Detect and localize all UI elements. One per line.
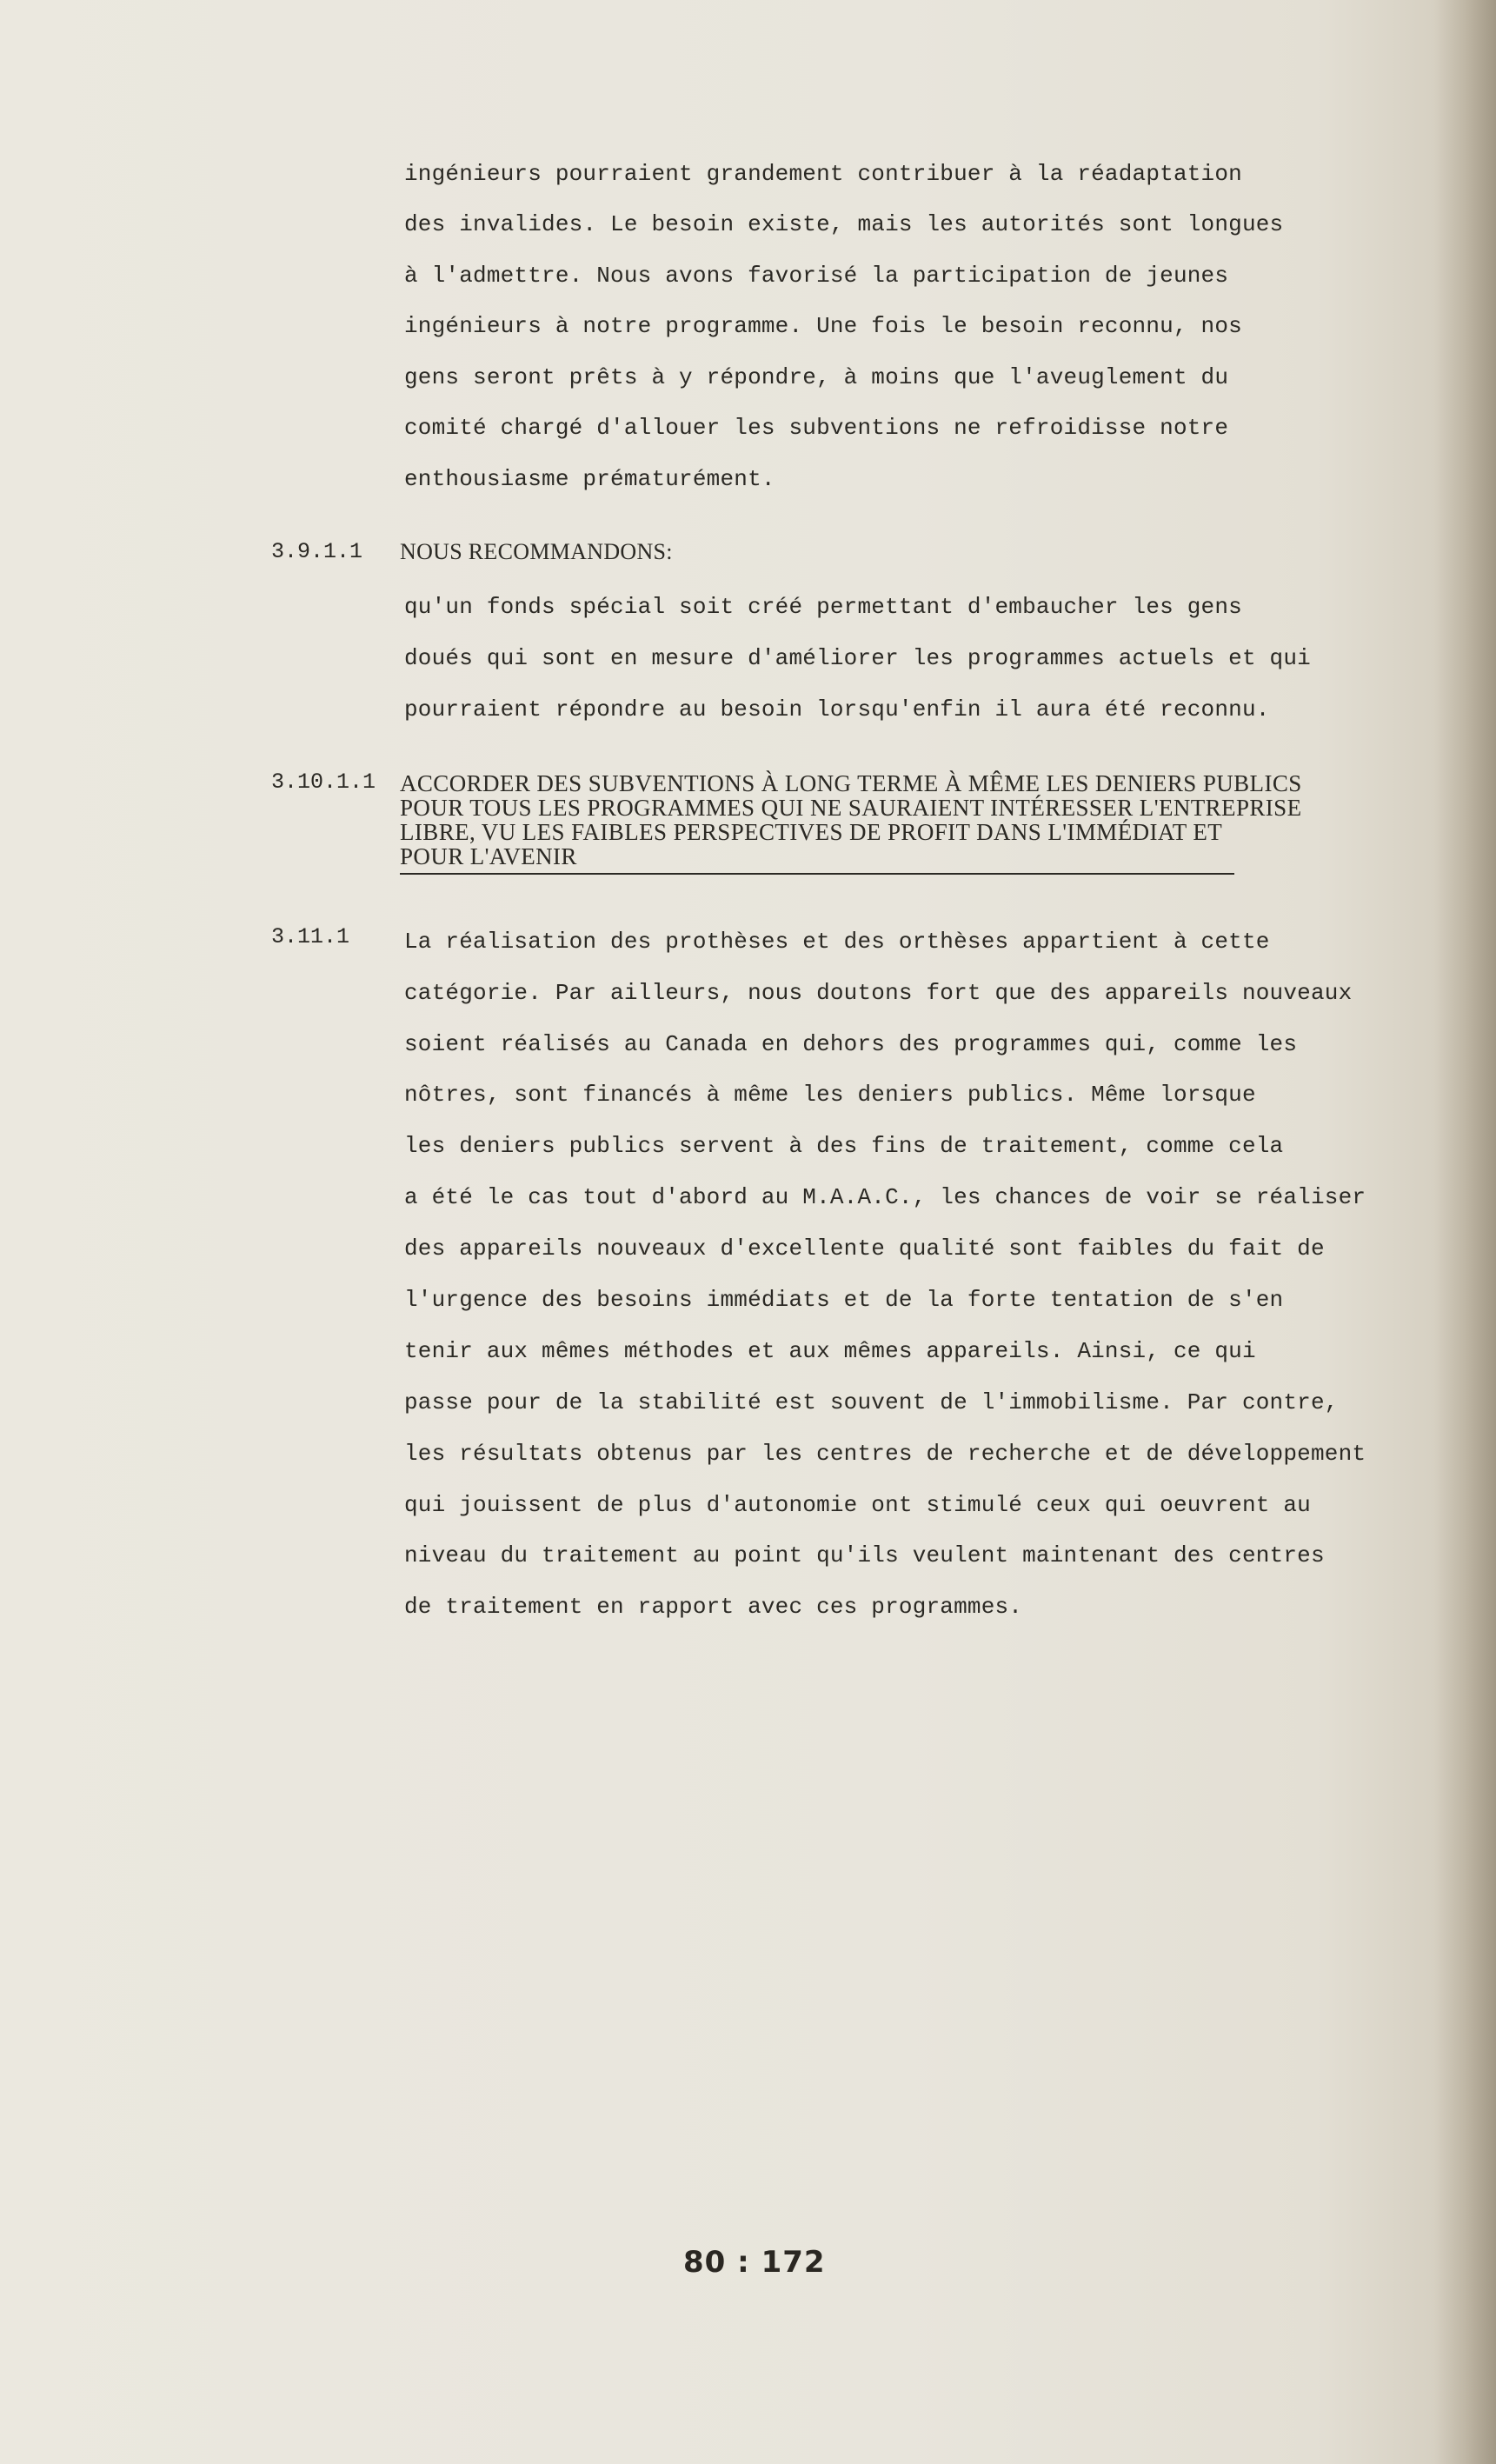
paragraph-line: nôtres, sont financés à même les deniers publics. Même lorsque — [404, 1082, 1256, 1108]
recommendation-line: ACCORDER DES SUBVENTIONS À LONG TERME À MÊME LES DENIERS PUBLICS — [400, 770, 1302, 796]
section-number: 3.10.1.1 — [271, 769, 376, 795]
paragraph-line: tenir aux mêmes méthodes et aux mêmes appareils. Ainsi, ce qui — [404, 1338, 1256, 1364]
recommendation-line: POUR TOUS LES PROGRAMMES QUI NE SAURAIENT INTÉRESSER L'ENTREPRISE — [400, 795, 1302, 821]
section-heading: NOUS RECOMMANDONS: — [400, 539, 673, 564]
section-number: 3.9.1.1 — [271, 539, 363, 564]
section-underline — [400, 873, 1234, 875]
paragraph-line: doués qui sont en mesure d'améliorer les programmes actuels et qui — [404, 645, 1311, 671]
paragraph-line: qui jouissent de plus d'autonomie ont stimulé ceux qui oeuvrent au — [404, 1492, 1311, 1518]
paragraph-line: qu'un fonds spécial soit créé permettant d'embaucher les gens — [404, 594, 1242, 620]
page-number: 80 : 172 — [683, 2245, 826, 2280]
paragraph-line: a été le cas tout d'abord au M.A.A.C., les chances de voir se réaliser — [404, 1184, 1366, 1210]
paragraph-line: pourraient répondre au besoin lorsqu'enfin il aura été reconnu. — [404, 696, 1270, 723]
paragraph-line: enthousiasme prématurément. — [404, 466, 775, 492]
paragraph-line: niveau du traitement au point qu'ils veulent maintenant des centres — [404, 1542, 1325, 1568]
paragraph-line: gens seront prêts à y répondre, à moins que l'aveuglement du — [404, 364, 1229, 390]
paragraph-line: l'urgence des besoins immédiats et de la forte tentation de s'en — [404, 1287, 1284, 1313]
section-number: 3.11.1 — [271, 924, 350, 949]
paragraph-line: passe pour de la stabilité est souvent de l'immobilisme. Par contre, — [404, 1389, 1339, 1415]
paragraph-line: à l'admettre. Nous avons favorisé la participation de jeunes — [404, 263, 1229, 289]
paragraph-line: catégorie. Par ailleurs, nous doutons fort que des appareils nouveaux — [404, 980, 1353, 1006]
paragraph-line: de traitement en rapport avec ces programmes. — [404, 1594, 1023, 1620]
paragraph-line: comité chargé d'allouer les subventions ne refroidisse notre — [404, 415, 1229, 441]
paragraph-line: des appareils nouveaux d'excellente qualité sont faibles du fait de — [404, 1235, 1325, 1262]
paragraph-line: La réalisation des prothèses et des orthèses appartient à cette — [404, 929, 1270, 955]
paragraph-line: les deniers publics servent à des fins de traitement, comme cela — [404, 1133, 1284, 1159]
paragraph-line: des invalides. Le besoin existe, mais les autorités sont longues — [404, 211, 1284, 237]
page-binding-shadow — [1433, 0, 1496, 2464]
paragraph-line: soient réalisés au Canada en dehors des programmes qui, comme les — [404, 1031, 1298, 1057]
paragraph-line: ingénieurs à notre programme. Une fois le besoin reconnu, nos — [404, 313, 1242, 339]
paragraph-line: les résultats obtenus par les centres de recherche et de développement — [404, 1441, 1366, 1467]
recommendation-line: LIBRE, VU LES FAIBLES PERSPECTIVES DE PROFIT DANS L'IMMÉDIAT ET — [400, 819, 1223, 845]
paragraph-line: ingénieurs pourraient grandement contribuer à la réadaptation — [404, 161, 1242, 187]
recommendation-line: POUR L'AVENIR — [400, 843, 577, 869]
